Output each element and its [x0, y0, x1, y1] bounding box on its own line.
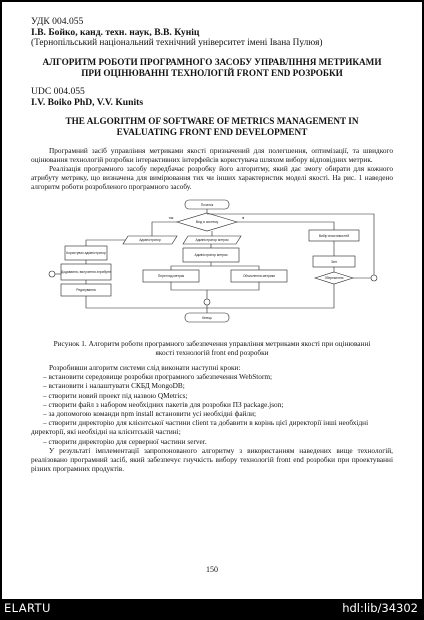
title-en: THE ALGORITHM OF SOFTWARE OF METRICS MANAGEMENT IN EVALUATING FRONT END DEVELOPMENT	[65, 115, 359, 138]
list-item: – створити директорію для серверної частини server.	[31, 437, 393, 446]
connector-bottom	[204, 299, 210, 305]
end-label: Кінець	[202, 315, 212, 320]
paragraph-3: У результаті імплементації запропонованого алгоритму з використанням наведених вище технологій, реалізовано програмний засіб, який забезпечує гнучкість вибору технологій front end розробки при проектуванні різних програмних продуктів.	[31, 445, 393, 474]
no-label: ні	[241, 215, 245, 220]
report-label: Звіт	[331, 259, 337, 264]
edit-label: Редагування	[76, 287, 96, 292]
list-item: – створити новий проект під назвою QMetrics;	[31, 391, 393, 400]
algorithm-flowchart	[31, 198, 393, 330]
authors-ua: І.В. Бойко, канд. техн. наук, В.В. Куніц	[31, 27, 200, 38]
list-item: – створити директорію для клієнтської частини client та добавити в корінь цієї директорії інші необхідні директорії, які необхідні на клієнтській частині;	[31, 418, 393, 436]
steps-list	[31, 372, 393, 446]
list-item: – встановити і налаштувати СКБД MongoDB;	[31, 381, 393, 390]
affiliation-ua: (Тернопільський національний технічний університет імені Івана Пулюя)	[31, 38, 323, 48]
metrics-admin-choice-label: Адміністратор метрик	[195, 237, 229, 242]
title-ua: АЛГОРИТМ РОБОТИ ПРОГРАМНОГО ЗАСОБУ УПРАВЛІННЯ МЕТРИКАМИ ПРИ ОЦІНЮВАННІ ТЕХНОЛОГІЙ FRONT END РОЗРОБКИ	[42, 57, 382, 79]
authors-en: I.V. Boiko PhD, V.V. Kunits	[31, 96, 144, 108]
paper-page	[2, 2, 422, 599]
page-number: 150	[206, 565, 218, 574]
calc-metric-label: Обчислення метрики	[242, 273, 276, 278]
user-admin-label: Користувач адміністратор	[66, 250, 106, 255]
metrics-admin-label: Адміністратор метрик	[194, 252, 228, 257]
view-metrics-label: Перегляд метрик	[157, 273, 185, 278]
select-properties-label: Вибір властивостей	[318, 233, 350, 238]
paragraph-1: Програмний засіб управління метриками якості призначений для полегшення, оптимізації, та швидкого оцінювання технологій розробки інтерактивних інтерфейсів користувача шляхом вибору відповідних метрик.	[31, 145, 393, 164]
list-item: – встановити середовище розробки програмного забезпечення WebStorm;	[31, 372, 393, 381]
footer-handle[interactable]: hdl:lib/34302	[342, 601, 418, 615]
footer-repository-label: ELARTU	[4, 601, 51, 615]
decision-label: Вхід в систему	[195, 219, 219, 224]
connector-left	[49, 271, 55, 277]
add-attributes-label: Додавання, вилучення атрибутів	[60, 269, 112, 274]
figure-caption: Рисунок 1. Алгоритм роботи програмного забезпечення управління метриками якості при оцінюванні якості технологій front end розробки	[53, 338, 371, 357]
list-intro: Розробивши алгоритм системи слід виконати наступні кроки:	[49, 363, 241, 373]
list-item: – створити файл з набором необхідних пакетів для розробки ПЗ package.json;	[31, 400, 393, 409]
list-item: – за допомогою команди npm install встановити усі необхідні файли;	[31, 409, 393, 418]
save-label: Збереження	[324, 275, 344, 280]
yes-label: так	[168, 215, 174, 220]
paragraph-2: Реалізація програмного засобу передбачає розробку його алгоритму, який дає змогу обирати для кожного атрибуту метрику, що визначена для вимірювання тих чи інших характеристик моделі якості. На рис. 1 наведено алгоритм роботи розробленого програмного засобу.	[31, 164, 393, 192]
udc-en: UDC 004.055	[31, 85, 85, 97]
connector-right	[371, 275, 377, 281]
udk-ua: УДК 004.055	[31, 16, 84, 27]
start-label: Початок	[200, 202, 214, 207]
admin-choice-label: Адміністратор	[139, 237, 161, 242]
